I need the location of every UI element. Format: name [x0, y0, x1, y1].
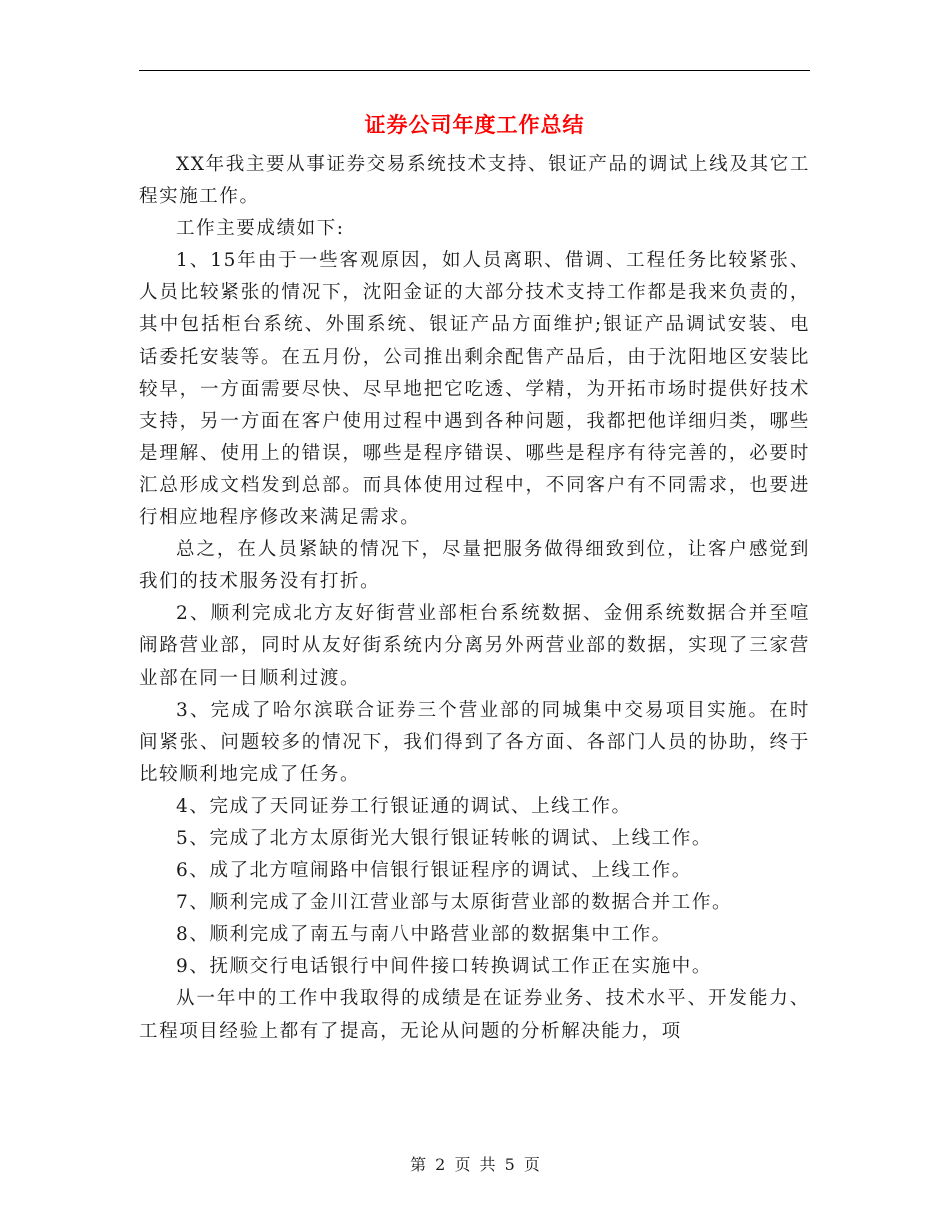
header-rule: [139, 70, 810, 71]
document-body: [139, 149, 810, 1048]
paragraph-item-8: 8、顺利完成了南五与南八中路营业部的数据集中工作。: [176, 924, 672, 946]
paragraph-summary: 总之，在人员紧缺的情况下，尽量把服务做得细致到位，让客户感觉到我们的技术服务没有打折。: [139, 539, 810, 593]
paragraph-intro: XX年我主要从事证券交易系统技术支持、银证产品的调试上线及其它工程实施工作。: [139, 154, 810, 208]
paragraph-item-9: 9、抚顺交行电话银行中间件接口转换调试工作正在实施中。: [176, 956, 712, 978]
paragraph-item-2: 2、顺利完成北方友好街营业部柜台系统数据、金佣系统数据合并至喧闹路营业部，同时从友好街系统内分离另外两营业部的数据，实现了三家营业部在同一日顺利过渡。: [139, 603, 810, 689]
paragraph-item-5: 5、完成了北方太原街光大银行银证转帐的调试、上线工作。: [176, 827, 712, 849]
page-number-footer: 第 2 页 共 5 页: [410, 1155, 540, 1174]
paragraph-item-7: 7、顺利完成了金川江营业部与太原街营业部的数据合并工作。: [176, 892, 733, 914]
paragraph-item-6: 6、成了北方喧闹路中信银行银证程序的调试、上线工作。: [176, 860, 692, 882]
page-title: 证券公司年度工作总结: [364, 113, 585, 137]
paragraph-item-3: 3、完成了哈尔滨联合证券三个营业部的同城集中交易项目实施。在时间紧张、问题较多的情况下，我们得到了各方面、各部门人员的协助，终于比较顺利地完成了任务。: [139, 699, 810, 785]
paragraph-achievements-heading: 工作主要成绩如下:: [176, 218, 345, 240]
paragraph-item-1: 1、15年由于一些客观原因，如人员离职、借调、工程任务比较紧张、人员比较紧张的情况下，沈阳金证的大部分技术支持工作都是我来负责的，其中包括柜台系统、外围系统、银证产品方面维护;银证产品调试安装、电话委托安装等。在五月份，公司推出剩余配售产品后，由于沈阳地区安装比较早，一方面需要尽快、尽早地把它吃透、学精，为开拓市场时提供好技术支持，另一方面在客户使用过程中遇到各种问题，我都把他详细归类，哪些是理解、使用上的错误，哪些是程序错误、哪些是程序有待完善的，必要时汇总形成文档发到总部。而具体使用过程中，不同客户有不同需求，也要进行相应地程序修改来满足需求。: [139, 250, 810, 529]
paragraph-conclusion: 从一年中的工作中我取得的成绩是在证券业务、技术水平、开发能力、工程项目经验上都有了提高，无论从问题的分析解决能力，项: [139, 988, 810, 1042]
paragraph-item-4: 4、完成了天同证券工行银证通的调试、上线工作。: [176, 795, 632, 817]
